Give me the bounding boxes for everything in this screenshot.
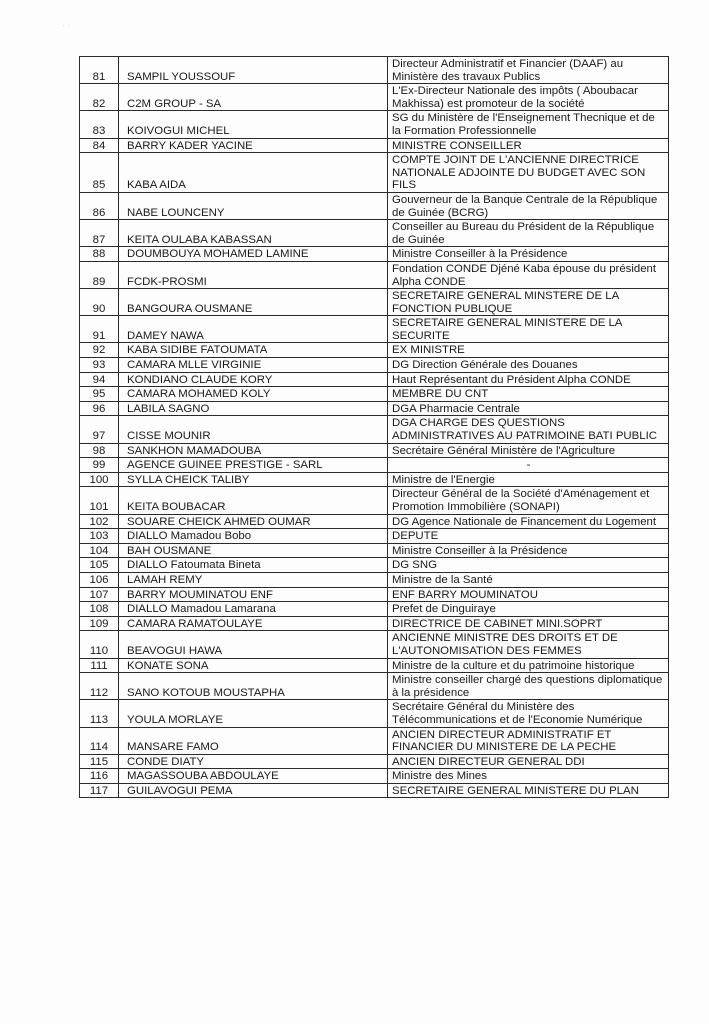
row-number: 108 <box>80 602 119 617</box>
table-row <box>80 602 669 617</box>
person-name: BARRY MOUMINATOU ENF <box>119 587 348 602</box>
position-description: DGA Pharmacie Centrale <box>388 401 669 416</box>
empty-cell <box>348 727 388 754</box>
position-description: Gouverneur de la Banque Centrale de la République de Guinée (BCRG) <box>388 192 669 219</box>
empty-cell <box>348 220 388 247</box>
table-row <box>80 372 669 387</box>
person-name: SYLLA CHEICK TALIBY <box>119 472 348 487</box>
person-name: LABILA SAGNO <box>119 401 348 416</box>
empty-cell <box>348 514 388 529</box>
empty-cell <box>348 616 388 631</box>
row-number: 111 <box>80 658 119 673</box>
person-name: SAMPIL YOUSSOUF <box>119 57 348 84</box>
table-row <box>80 754 669 769</box>
table-row <box>80 111 669 138</box>
empty-cell <box>348 558 388 573</box>
position-description: Directeur Général de la Société d'Aménagement et Promotion Immobilière (SONAPI) <box>388 487 669 514</box>
row-number: 90 <box>80 289 119 316</box>
table-row <box>80 783 669 798</box>
table-row <box>80 487 669 514</box>
position-description: Prefet de Dinguiraye <box>388 602 669 617</box>
empty-cell <box>348 673 388 700</box>
position-description: DG SNG <box>388 558 669 573</box>
empty-cell <box>348 111 388 138</box>
empty-cell <box>348 543 388 558</box>
person-name: DIALLO Fatoumata Bineta <box>119 558 348 573</box>
table-row <box>80 220 669 247</box>
position-description: Ministre Conseiller à la Présidence <box>388 543 669 558</box>
table-row <box>80 458 669 473</box>
empty-cell <box>348 602 388 617</box>
row-number: 96 <box>80 401 119 416</box>
table-row <box>80 261 669 288</box>
row-number: 106 <box>80 572 119 587</box>
empty-cell <box>348 372 388 387</box>
row-number: 83 <box>80 111 119 138</box>
table-row <box>80 247 669 262</box>
person-name: DIALLO Mamadou Bobo <box>119 529 348 544</box>
person-name: SANKHON MAMADOUBA <box>119 443 348 458</box>
empty-cell <box>348 401 388 416</box>
document-sheet <box>79 56 668 798</box>
person-name: BANGOURA OUSMANE <box>119 289 348 316</box>
empty-cell <box>348 358 388 373</box>
position-description: DIRECTRICE DE CABINET MINI.SOPRT <box>388 616 669 631</box>
person-name: KEITA OULABA KABASSAN <box>119 220 348 247</box>
row-number: 110 <box>80 631 119 658</box>
row-number: 82 <box>80 84 119 111</box>
empty-cell <box>348 472 388 487</box>
position-description: Secrétaire Général Ministère de l'Agriculture <box>388 443 669 458</box>
table-row <box>80 700 669 727</box>
table-row <box>80 658 669 673</box>
position-description: SECRETAIRE GENERAL MINSTERE DE LA FONCTION PUBLIQUE <box>388 289 669 316</box>
empty-cell <box>348 138 388 153</box>
person-name: KABA AIDA <box>119 153 348 193</box>
person-name: CONDE DIATY <box>119 754 348 769</box>
position-description: Haut Représentant du Président Alpha CONDE <box>388 372 669 387</box>
empty-cell <box>348 343 388 358</box>
table-row <box>80 84 669 111</box>
table-row <box>80 529 669 544</box>
empty-cell <box>348 458 388 473</box>
position-description: ANCIEN DIRECTEUR ADMINISTRATIF ET FINANCIER DU MINISTERE DE LA PECHE <box>388 727 669 754</box>
row-number: 112 <box>80 673 119 700</box>
table-row <box>80 472 669 487</box>
empty-cell <box>348 443 388 458</box>
position-description: SECRETAIRE GENERAL MINISTERE DU PLAN <box>388 783 669 798</box>
person-name: C2M GROUP - SA <box>119 84 348 111</box>
empty-cell <box>348 658 388 673</box>
position-description: MINISTRE CONSEILLER <box>388 138 669 153</box>
person-name: FCDK-PROSMI <box>119 261 348 288</box>
table-row <box>80 514 669 529</box>
empty-cell <box>348 416 388 443</box>
persons-table-body <box>80 57 669 798</box>
position-description: EX MINISTRE <box>388 343 669 358</box>
table-row <box>80 358 669 373</box>
position-description: Ministre conseiller chargé des questions diplomatique à la présidence <box>388 673 669 700</box>
scan-speck: · · <box>62 20 71 30</box>
position-description: Secrétaire Général du Ministère des Télécommunications et de l'Economie Numérique <box>388 700 669 727</box>
position-description: Conseiller au Bureau du Président de la République de Guinée <box>388 220 669 247</box>
person-name: BARRY KADER YACINE <box>119 138 348 153</box>
person-name: DOUMBOUYA MOHAMED LAMINE <box>119 247 348 262</box>
person-name: KONATE SONA <box>119 658 348 673</box>
table-row <box>80 192 669 219</box>
row-number: 100 <box>80 472 119 487</box>
table-row <box>80 727 669 754</box>
row-number: 88 <box>80 247 119 262</box>
row-number: 87 <box>80 220 119 247</box>
position-description: Directeur Administratif et Financier (DAAF) au Ministère des travaux Publics <box>388 57 669 84</box>
table-row <box>80 616 669 631</box>
empty-cell <box>348 631 388 658</box>
position-description: Ministre de l'Energie <box>388 472 669 487</box>
table-row <box>80 543 669 558</box>
row-number: 92 <box>80 343 119 358</box>
persons-table <box>79 56 669 798</box>
person-name: DAMEY NAWA <box>119 316 348 343</box>
person-name: KOIVOGUI MICHEL <box>119 111 348 138</box>
table-row <box>80 631 669 658</box>
person-name: KEITA BOUBACAR <box>119 487 348 514</box>
row-number: 117 <box>80 783 119 798</box>
empty-cell <box>348 587 388 602</box>
row-number: 85 <box>80 153 119 193</box>
person-name: MANSARE FAMO <box>119 727 348 754</box>
row-number: 95 <box>80 387 119 402</box>
person-name: SANO KOTOUB MOUSTAPHA <box>119 673 348 700</box>
table-row <box>80 401 669 416</box>
person-name: YOULA MORLAYE <box>119 700 348 727</box>
row-number: 109 <box>80 616 119 631</box>
person-name: BEAVOGUI HAWA <box>119 631 348 658</box>
table-row <box>80 416 669 443</box>
position-description: ANCIEN DIRECTEUR GENERAL DDI <box>388 754 669 769</box>
table-row <box>80 558 669 573</box>
empty-cell <box>348 700 388 727</box>
person-name: SOUARE CHEICK AHMED OUMAR <box>119 514 348 529</box>
row-number: 103 <box>80 529 119 544</box>
row-number: 93 <box>80 358 119 373</box>
empty-cell <box>348 783 388 798</box>
position-description: DG Agence Nationale de Financement du Logement <box>388 514 669 529</box>
row-number: 86 <box>80 192 119 219</box>
row-number: 81 <box>80 57 119 84</box>
table-row <box>80 443 669 458</box>
row-number: 99 <box>80 458 119 473</box>
position-description: Ministre de la culture et du patrimoine historique <box>388 658 669 673</box>
table-row <box>80 387 669 402</box>
person-name: KABA SIDIBE FATOUMATA <box>119 343 348 358</box>
position-description: DG Direction Générale des Douanes <box>388 358 669 373</box>
row-number: 114 <box>80 727 119 754</box>
person-name: KONDIANO CLAUDE KORY <box>119 372 348 387</box>
empty-cell <box>348 261 388 288</box>
empty-cell <box>348 769 388 784</box>
person-name: CAMARA RAMATOULAYE <box>119 616 348 631</box>
person-name: LAMAH REMY <box>119 572 348 587</box>
person-name: BAH OUSMANE <box>119 543 348 558</box>
table-row <box>80 153 669 193</box>
table-row <box>80 138 669 153</box>
person-name: NABE LOUNCENY <box>119 192 348 219</box>
row-number: 102 <box>80 514 119 529</box>
empty-cell <box>348 153 388 193</box>
row-number: 116 <box>80 769 119 784</box>
position-description: ENF BARRY MOUMINATOU <box>388 587 669 602</box>
empty-cell <box>348 57 388 84</box>
empty-cell <box>348 754 388 769</box>
position-description: SG du Ministère de l'Enseignement Thecnique et de la Formation Professionnelle <box>388 111 669 138</box>
person-name: CAMARA MOHAMED KOLY <box>119 387 348 402</box>
person-name: CAMARA MLLE VIRGINIE <box>119 358 348 373</box>
empty-cell <box>348 487 388 514</box>
position-description: Ministre Conseiller à la Présidence <box>388 247 669 262</box>
empty-cell <box>348 247 388 262</box>
position-description: L'Ex-Directeur Nationale des impôts ( Aboubacar Makhissa) est promoteur de la société <box>388 84 669 111</box>
table-row <box>80 673 669 700</box>
row-number: 105 <box>80 558 119 573</box>
position-description: DGA CHARGE DES QUESTIONS ADMINISTRATIVES AU PATRIMOINE BATI PUBLIC <box>388 416 669 443</box>
row-number: 84 <box>80 138 119 153</box>
position-description: ANCIENNE MINISTRE DES DROITS ET DE L'AUTONOMISATION DES FEMMES <box>388 631 669 658</box>
table-row <box>80 572 669 587</box>
empty-cell <box>348 84 388 111</box>
empty-cell <box>348 289 388 316</box>
table-row <box>80 769 669 784</box>
row-number: 89 <box>80 261 119 288</box>
person-name: MAGASSOUBA ABDOULAYE <box>119 769 348 784</box>
position-description: COMPTE JOINT DE L'ANCIENNE DIRECTRICE NATIONALE ADJOINTE DU BUDGET AVEC SON FILS <box>388 153 669 193</box>
row-number: 97 <box>80 416 119 443</box>
row-number: 101 <box>80 487 119 514</box>
position-description: - <box>388 458 669 473</box>
table-row <box>80 587 669 602</box>
row-number: 113 <box>80 700 119 727</box>
row-number: 98 <box>80 443 119 458</box>
person-name: CISSE MOUNIR <box>119 416 348 443</box>
row-number: 107 <box>80 587 119 602</box>
person-name: GUILAVOGUI PEMA <box>119 783 348 798</box>
position-description: SECRETAIRE GENERAL MINISTERE DE LA SECURITE <box>388 316 669 343</box>
row-number: 115 <box>80 754 119 769</box>
empty-cell <box>348 192 388 219</box>
empty-cell <box>348 572 388 587</box>
person-name: AGENCE GUINEE PRESTIGE - SARL <box>119 458 348 473</box>
empty-cell <box>348 529 388 544</box>
position-description: Ministre des Mines <box>388 769 669 784</box>
row-number: 91 <box>80 316 119 343</box>
empty-cell <box>348 316 388 343</box>
position-description: MEMBRE DU CNT <box>388 387 669 402</box>
table-row <box>80 343 669 358</box>
table-row <box>80 289 669 316</box>
row-number: 104 <box>80 543 119 558</box>
empty-cell <box>348 387 388 402</box>
position-description: Fondation CONDE Djéné Kaba épouse du président Alpha CONDE <box>388 261 669 288</box>
position-description: Ministre de la Santé <box>388 572 669 587</box>
table-row <box>80 316 669 343</box>
table-row <box>80 57 669 84</box>
position-description: DEPUTE <box>388 529 669 544</box>
person-name: DIALLO Mamadou Lamarana <box>119 602 348 617</box>
row-number: 94 <box>80 372 119 387</box>
